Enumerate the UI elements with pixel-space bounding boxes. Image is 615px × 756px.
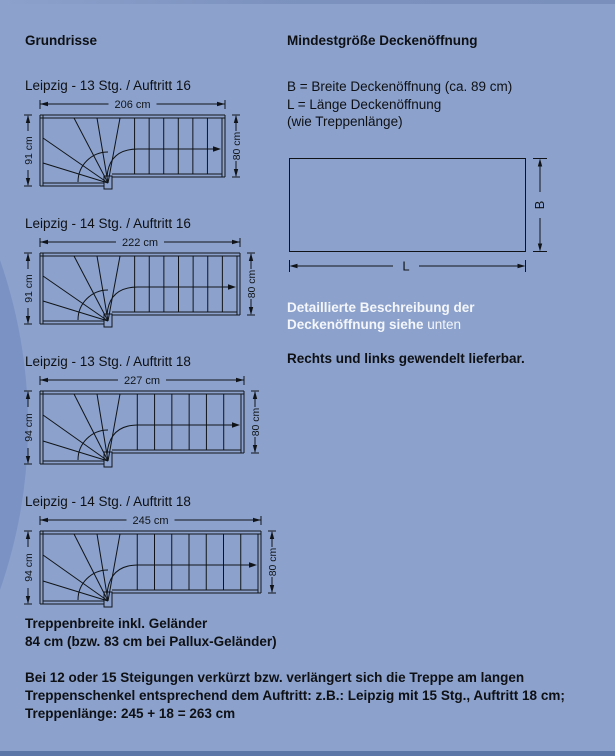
footer bbox=[25, 615, 591, 723]
right-column bbox=[287, 33, 592, 379]
footer-line-2: 84 cm (bzw. 83 cm bei Pallux-Geländer) bbox=[25, 634, 277, 649]
walk-direction-arrow bbox=[232, 422, 240, 428]
stair-plan-host bbox=[25, 235, 305, 330]
length-dim-label: 206 cm bbox=[114, 99, 151, 111]
ceiling-opening-diagram-svg bbox=[287, 152, 559, 278]
stair-plan-svg bbox=[13, 97, 244, 192]
footer-note: Bei 12 oder 15 Steigungen verkürzt bzw. verlängert sich die Treppe am langen Treppenschenkel entsprechend dem Auftritt: z.B.: Leipzig mit 15 Stg., Auftritt 18 cm; Treppenlänge: 245 + 18 = 263 cm bbox=[25, 670, 565, 721]
stair-section-3 bbox=[25, 354, 305, 470]
stair-plan-host bbox=[25, 513, 305, 610]
stair-section-4 bbox=[25, 494, 305, 610]
black-note: Rechts und links gewendelt lieferbar. bbox=[287, 350, 525, 366]
white-note-regular: unten bbox=[423, 317, 462, 332]
white-note bbox=[287, 299, 533, 334]
footer-line-1: Treppenbreite inkl. Geländer bbox=[25, 616, 208, 631]
stair-plan-svg bbox=[13, 373, 263, 470]
left-column bbox=[25, 33, 305, 610]
bottom-edge-strip bbox=[0, 751, 615, 756]
white-note-bold: Detaillierte Beschreibung der Deckenöffnung siehe bbox=[287, 299, 475, 332]
grundrisse-heading: Grundrisse bbox=[25, 33, 98, 48]
stair-section-2 bbox=[25, 216, 305, 330]
right-dim-label: 80 cm bbox=[246, 269, 258, 299]
right-dim-label: 80 cm bbox=[231, 131, 243, 161]
length-dim-label: 227 cm bbox=[123, 375, 161, 387]
opening-rect bbox=[290, 158, 526, 251]
stair-title: Leipzig - 13 Stg. / Auftritt 18 bbox=[25, 354, 191, 369]
top-edge-strip bbox=[0, 0, 615, 4]
right-dim-label: 80 cm bbox=[250, 407, 262, 437]
walk-direction-arrow bbox=[249, 562, 257, 568]
stair-section-1 bbox=[25, 78, 305, 192]
legend-line-l: L = Länge Deckenöffnung bbox=[287, 96, 442, 112]
stair-plan-host bbox=[25, 373, 305, 470]
opening-legend bbox=[287, 78, 592, 131]
b-dim-label: B bbox=[532, 200, 547, 209]
stair-title: Leipzig - 13 Stg. / Auftritt 16 bbox=[25, 78, 191, 93]
walk-direction-arrow bbox=[228, 284, 236, 290]
length-dim-label: 222 cm bbox=[121, 237, 159, 249]
legend-line-b: B = Breite Deckenöffnung (ca. 89 cm) bbox=[287, 79, 513, 94]
stair-title: Leipzig - 14 Stg. / Auftritt 16 bbox=[25, 216, 191, 231]
length-dim-label: 245 cm bbox=[132, 515, 169, 527]
stair-plan-svg bbox=[13, 235, 259, 330]
right-dim-label: 80 cm bbox=[267, 547, 279, 577]
left-dim-label: 91 cm bbox=[23, 274, 35, 303]
left-dim-label: 94 cm bbox=[23, 553, 35, 582]
left-dim-label: 91 cm bbox=[23, 136, 35, 165]
deckenoeffnung-heading: Mindestgröße Deckenöffnung bbox=[287, 33, 478, 48]
walk-direction-arrow bbox=[213, 146, 221, 152]
legend-line-wie: (wie Treppenlänge) bbox=[287, 114, 403, 129]
stair-plan-svg bbox=[13, 513, 280, 610]
stair-plan-host bbox=[25, 97, 305, 192]
stair-title: Leipzig - 14 Stg. / Auftritt 18 bbox=[25, 494, 191, 509]
l-dim-label: L bbox=[402, 258, 410, 273]
left-dim-label: 94 cm bbox=[23, 413, 35, 442]
